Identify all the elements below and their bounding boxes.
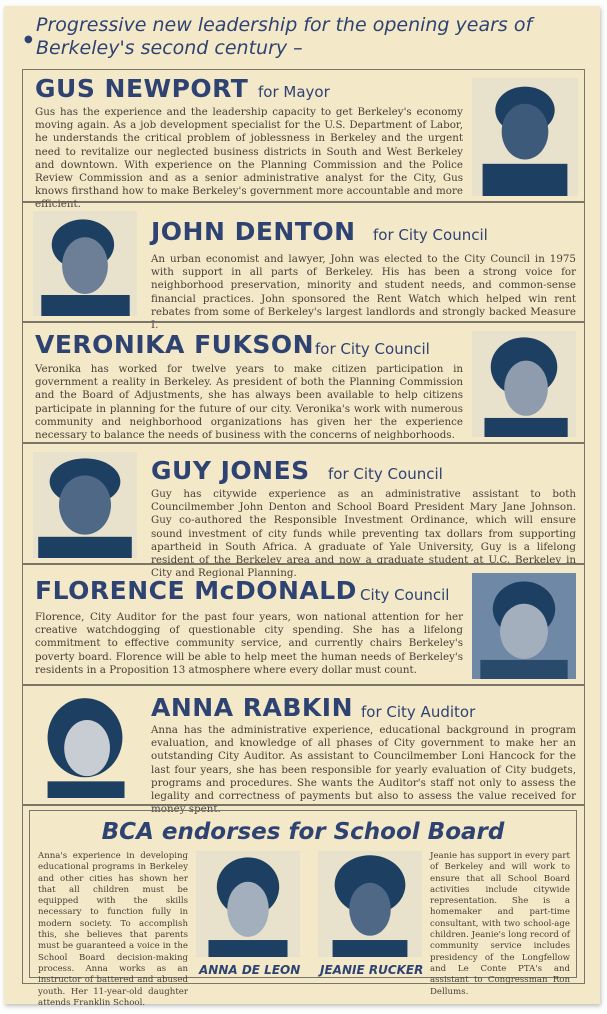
candidate-name: VERONIKA FUKSON <box>35 330 315 359</box>
caption-jeanie-rucker: JEANIE RUCKER <box>320 963 424 977</box>
candidate-card-denton <box>22 202 585 332</box>
candidate-name: JOHN DENTON <box>151 217 356 246</box>
candidate-bio: An urban economist and lawyer, John was elected to the City Council in 1975 with support in all parts of Berkeley. His has been a strong voice for neighborhood preservation, minority and student needs, and common-sense financial practices. John sponsored the Rent Watch which helped win rent rebates from some of Berkeley's largest landlords and strongly backed Measure I. <box>151 253 576 332</box>
candidate-office: City Council <box>360 586 450 604</box>
portrait-photo <box>33 452 137 558</box>
portrait-photo <box>33 211 137 316</box>
portrait-photo <box>472 78 578 196</box>
headline-line-2: Berkeley's second century – <box>36 37 303 59</box>
candidate-office: for City Council <box>373 226 488 244</box>
candidate-name: ANNA RABKIN <box>151 693 353 722</box>
headline <box>24 14 576 60</box>
school-board-inner-border <box>29 810 577 1008</box>
anna-de-leon-text: Anna's experience in developing educational programs in Berkeley and other cities has shown her that all children must be equipped with the skills necessary to function fully in modern society. To accomplish this, she believes that parents must be guaranteed a voice in the School Board decision-making process. Anna works as an instructor of battered and abused youth. Her 11-year-old daughter attends Franklin School. <box>38 851 188 1008</box>
candidate-office: for City Council <box>315 340 430 358</box>
candidate-bio: Veronika has worked for twelve years to make citizen participation in government a reality in Berkeley. As president of both the Planning Commission and the Board of Adjustments, she has always been available to help citizens participate in planning for the future of our city. Veronika's work with numerous community and neighborhood organizations has given her the experience necessary to balance the needs of business with the concerns of neighborhoods. <box>35 363 463 442</box>
portrait-photo-de-leon <box>196 851 300 957</box>
portrait-photo-rucker <box>318 851 422 957</box>
candidate-name: GUY JONES <box>151 456 310 485</box>
school-board-section <box>22 805 585 1008</box>
portrait-photo <box>472 331 576 437</box>
candidate-card-newport <box>22 69 585 211</box>
candidate-bio: Gus has the experience and the leadership capacity to get Berkeley's economy moving again. As a job development specialist for the U.S. Department of Labor, he understands the critical problem of joblessness in Berkeley and the urgent need to revitalize our neglected business districts in South and West Berkeley and downtown. With experience on the Planning Commission and the Police Review Commission and as a senior administrative analyst for the City, Gus knows firsthand how to make Berkeley's government more accountable and more efficient. <box>35 106 463 211</box>
school-board-title: BCA endorses for School Board <box>101 819 505 845</box>
candidate-card-jones <box>22 443 585 580</box>
candidate-bio: Guy has citywide experience as an administrative assistant to both Councilmember John Denton and School Board President Mary Jane Johnson. Guy co-authored the Responsible Investment Ordinance, which will ensure sound investment of city funds while preventing tax dollars from supporting apartheid in South Africa. A graduate of Yale University, Guy is a lifelong resident of the Berkeley area and now a graduate student at U.C. Berkeley in City and Regional Planning. <box>151 488 576 580</box>
candidate-card-fukson <box>22 322 585 443</box>
candidate-bio: Anna has the administrative experience, educational background in program evaluation, and knowledge of all phases of City government to make her an outstanding City Auditor. As assistant to Councilmember Loni Hancock for the last four years, she has been responsible for yearly evaluation of City budgets, programs and procedures. She wants the Auditor's staff not only to assess the legality and correctness of payments but also to assess the value received for money spent. <box>151 724 576 816</box>
portrait-photo <box>472 573 576 679</box>
candidate-card-rabkin <box>22 685 585 816</box>
candidate-name: GUS NEWPORT <box>35 74 249 103</box>
headline-line-1: Progressive new leadership for the opening years of <box>36 14 533 36</box>
campaign-flyer <box>4 6 600 1008</box>
candidate-name: FLORENCE McDONALD <box>35 576 357 605</box>
candidate-office: for City Auditor <box>361 703 476 721</box>
candidate-office: for Mayor <box>258 83 330 101</box>
jeanie-rucker-text: Jeanie has support in every part of Berkeley and will work to ensure that all School Board activities include citywide representation. She is a homemaker and part-time consultant, with two school-age children. Jeanie's long record of community service includes presidency of the Longfellow and Le Conte PTA's and assistant to Congressman Ron Dellums. <box>430 851 570 997</box>
candidate-card-mcdonald <box>22 564 585 685</box>
candidate-bio: Florence, City Auditor for the past four years, won national attention for her creative watchdogging of questionable city spending. She has a lifelong commitment to effective community service, and currently chairs Berkeley's poverty board. Florence will be able to help meet the human needs of Berkeley's residents in a Proposition 13 atmosphere where every dollar must count. <box>35 611 463 676</box>
candidate-office: for City Council <box>328 465 443 483</box>
portrait-photo <box>33 694 137 798</box>
caption-anna-de-leon: ANNA DE LEON <box>199 963 301 977</box>
bullet-mark: ● <box>24 34 33 45</box>
